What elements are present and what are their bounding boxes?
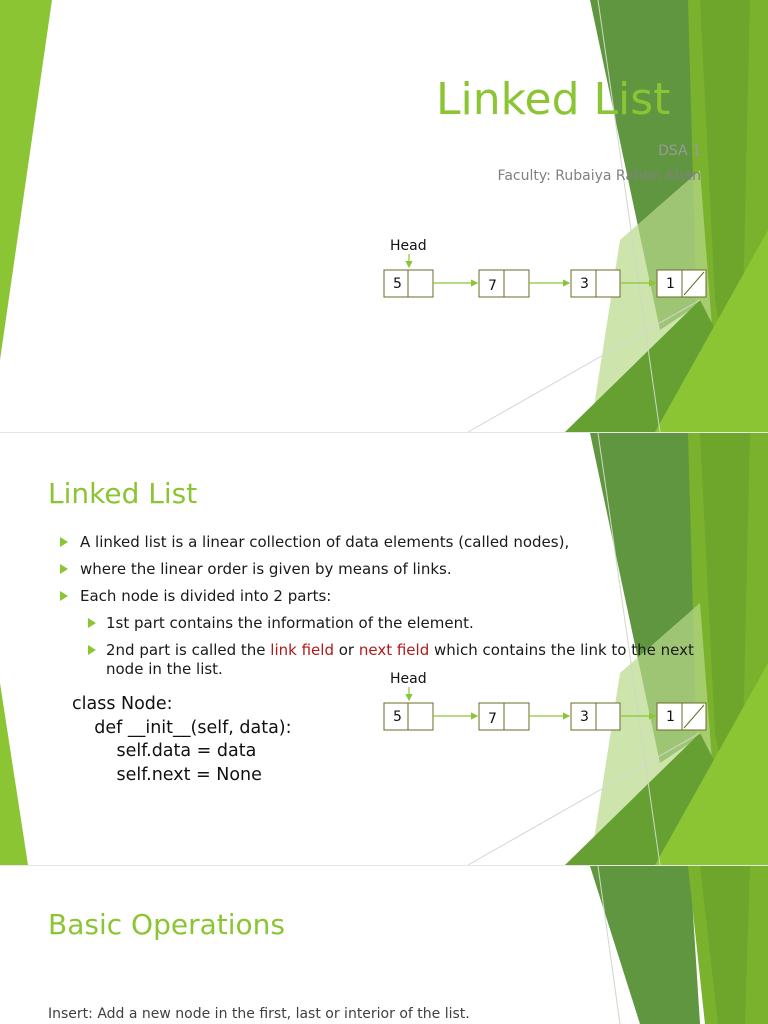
slide-title (0, 0, 768, 432)
node-7 (479, 270, 529, 297)
code-line: class Node: (72, 694, 173, 714)
bullet-item: where the linear order is given by means of links. (58, 560, 708, 579)
bullet-arrow-icon (60, 591, 68, 601)
slide-decoration (0, 0, 768, 432)
bullet-arrow-icon (60, 564, 68, 574)
link-field-term: link field (270, 641, 334, 659)
slide-title: Basic Operations (48, 908, 285, 941)
linked-list-diagram (380, 667, 720, 737)
node-value: 3 (580, 709, 589, 725)
node-1 (657, 270, 706, 297)
bullet-arrow-icon (88, 645, 96, 655)
node-value: 1 (666, 709, 675, 725)
node-1 (657, 703, 706, 730)
node-value: 7 (488, 278, 497, 294)
node-value: 5 (393, 276, 402, 292)
head-label: Head (390, 238, 427, 254)
faculty-label: Faculty: Rubaiya Rahtin Khan (497, 168, 701, 184)
course-label: DSA 1 (658, 143, 701, 159)
bullet-list (58, 533, 708, 687)
sub-bullet-item: 1st part contains the information of the element. (86, 614, 708, 633)
node-value: 7 (488, 711, 497, 727)
code-line: self.data = data (72, 741, 257, 761)
code-line: def __init__(self, data): (72, 717, 292, 738)
node-3 (571, 703, 620, 730)
presentation-title: Linked List (436, 74, 671, 125)
next-field-term: next field (358, 641, 430, 659)
node-5 (384, 703, 433, 730)
slide-decoration (0, 866, 768, 1024)
node-value: 1 (666, 276, 675, 292)
slide-basic-operations (0, 866, 768, 1024)
code-block (72, 693, 292, 787)
linked-list-diagram (380, 234, 720, 304)
operation-description: Insert: Add a new node in the first, last or interior of the list. (48, 1006, 470, 1022)
bullet-arrow-icon (60, 537, 68, 547)
bullet-arrow-icon (88, 618, 96, 628)
node-value: 3 (580, 276, 589, 292)
bullet-item: Each node is divided into 2 parts: (58, 587, 708, 606)
node-7 (479, 703, 529, 730)
slide-title: Linked List (48, 477, 198, 510)
node-3 (571, 270, 620, 297)
node-5 (384, 270, 433, 297)
sub-bullet-item: 2nd part is called the link field or next field which contains the link to the next node in the list. (86, 641, 708, 679)
slide-definition (0, 433, 768, 865)
code-line: self.next = None (72, 764, 262, 785)
node-value: 5 (393, 709, 402, 725)
head-label: Head (390, 671, 427, 687)
bullet-item: A linked list is a linear collection of data elements (called nodes), (58, 533, 708, 552)
